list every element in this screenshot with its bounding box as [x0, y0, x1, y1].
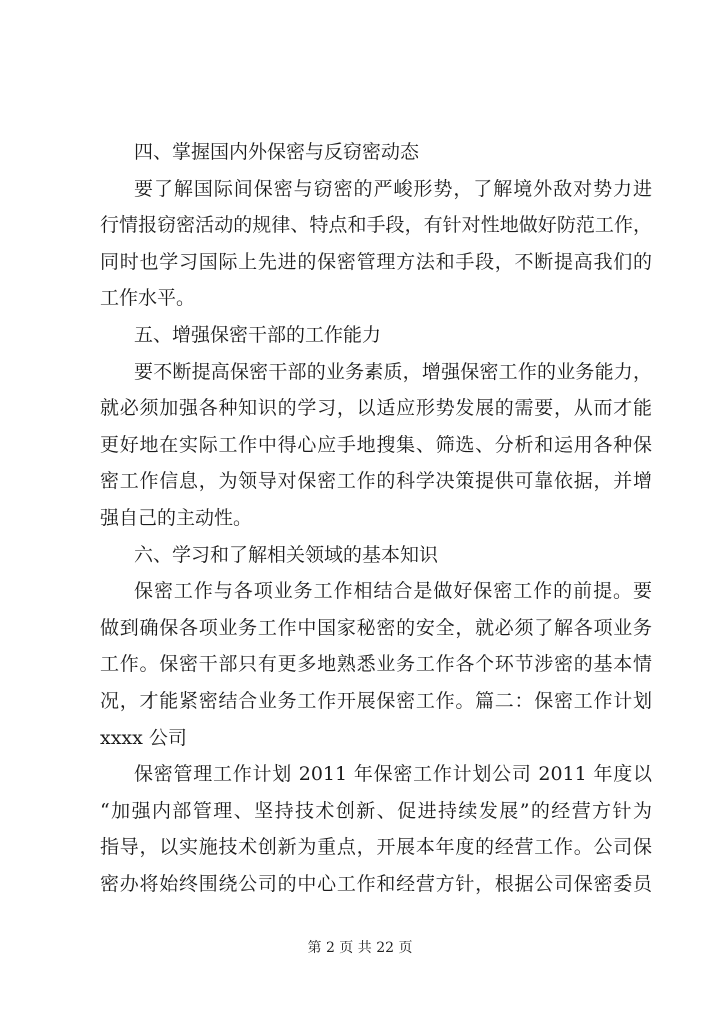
paragraph-line: 密办将始终围绕公司的中心工作和经营方针，根据公司保密委员	[100, 872, 652, 895]
paragraph-line: xxxx 公司	[100, 726, 187, 749]
paragraph-line: 行情报窃密活动的规律、特点和手段，有针对性地做好防范工作，	[100, 214, 652, 237]
document-body	[100, 134, 652, 902]
paragraph-line: 要不断提高保密干部的业务素质，增强保密工作的业务能力，	[134, 360, 652, 383]
paragraph-line: 强自己的主动性。	[100, 506, 253, 529]
paragraph-line: 密工作信息，为领导对保密工作的科学决策提供可靠依据，并增	[100, 470, 652, 493]
paragraph-line: “加强内部管理、坚持技术创新、促进持续发展”的经营方针为	[100, 799, 652, 822]
paragraph-line: 更好地在实际工作中得心应手地搜集、筛选、分析和运用各种保	[100, 433, 652, 456]
paragraph-line: 保密工作与各项业务工作相结合是做好保密工作的前提。要	[134, 580, 652, 603]
paragraph-line: 做到确保各项业务工作中国家秘密的安全，就必须了解各项业务	[100, 616, 652, 639]
section-heading: 四、掌握国内外保密与反窃密动态	[134, 141, 420, 163]
section-heading: 六、学习和了解相关领域的基本知识	[134, 543, 439, 566]
paragraph-line: 工作水平。	[100, 287, 196, 310]
paragraph-line: 就必须加强各种知识的学习，以适应形势发展的需要，从而才能	[100, 397, 652, 420]
paragraph-line: 要了解国际间保密与窃密的严峻形势，了解境外敌对势力进	[134, 177, 652, 200]
section-heading: 五、增强保密干部的工作能力	[134, 323, 382, 346]
paragraph-line: 同时也学习国际上先进的保密管理方法和手段，不断提高我们的	[100, 250, 652, 273]
page-footer: 第 2 页 共 22 页	[307, 940, 413, 956]
paragraph-line: 保密管理工作计划 2011 年保密工作计划公司 2011 年度以	[134, 763, 652, 786]
paragraph-line: 况，才能紧密结合业务工作开展保密工作。篇二：保密工作计划	[100, 689, 652, 712]
paragraph-line: 工作。保密干部只有更多地熟悉业务工作各个环节涉密的基本情	[100, 653, 652, 676]
paragraph-line: 指导，以实施技术创新为重点，开展本年度的经营工作。公司保	[100, 836, 652, 859]
